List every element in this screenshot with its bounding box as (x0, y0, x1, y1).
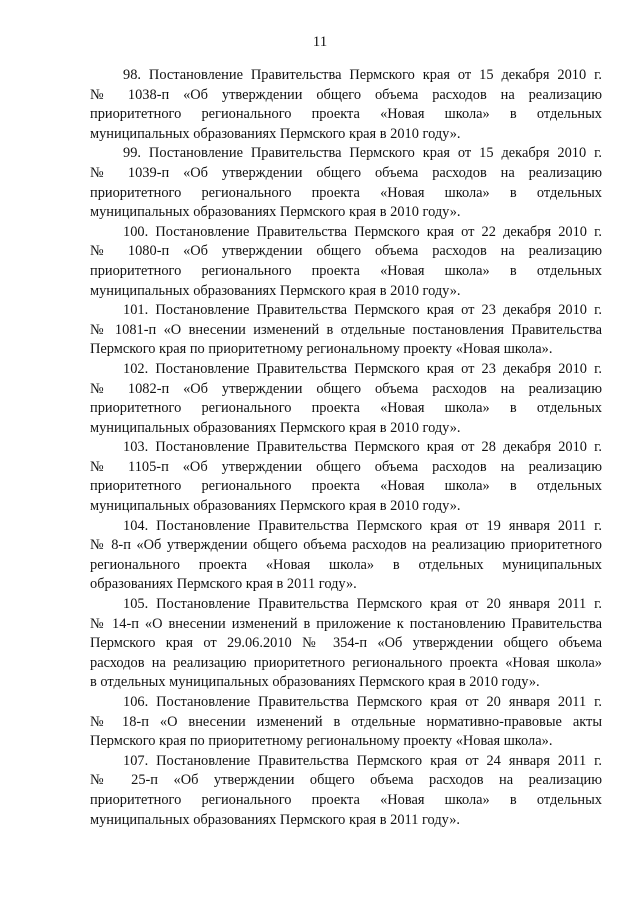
text-line: 100. Постановление Правительства Пермского края от 22 декабря 2010 г. (123, 223, 602, 240)
list-item (90, 693, 602, 752)
list-item (90, 517, 602, 595)
list-item (90, 438, 602, 516)
text-line: № 25-п «Об утверждении общего объема расходов на реализацию (90, 772, 602, 789)
text-line: № 8-п «Об утверждении общего объема расходов на реализацию приоритетного (90, 537, 602, 554)
text-line: 104. Постановление Правительства Пермского края от 19 января 2011 г. (123, 517, 602, 534)
text-line: № 1105-п «Об утверждении общего объема расходов на реализацию (90, 458, 602, 475)
text-line: Пермского края по приоритетному региональному проекту «Новая школа». (90, 733, 553, 750)
text-line: приоритетного регионального проекта «Новая школа» в отдельных (90, 791, 602, 808)
text-line: муниципальных образованиях Пермского края в 2010 году». (90, 498, 461, 515)
page-number: 11 (312, 34, 328, 50)
list-item (90, 301, 602, 360)
text-line: муниципальных образованиях Пермского края в 2010 году». (90, 419, 461, 436)
text-line: муниципальных образованиях Пермского края в 2010 году». (90, 204, 461, 221)
text-line: в отдельных муниципальных образованиях Пермского края в 2010 году». (90, 674, 540, 691)
text-line: 106. Постановление Правительства Пермского края от 20 января 2011 г. (123, 694, 602, 710)
text-line: 107. Постановление Правительства Пермского края от 24 января 2011 г. (123, 752, 602, 769)
text-line: 103. Постановление Правительства Пермского края от 28 декабря 2010 г. (123, 439, 602, 456)
list-item (90, 223, 602, 301)
text-line: № 1080-п «Об утверждении общего объема расходов на реализацию (90, 243, 602, 260)
text-line: муниципальных образованиях Пермского края в 2011 году». (90, 811, 460, 828)
text-line: расходов на реализацию приоритетного регионального проекта «Новая школа» (90, 654, 602, 671)
text-line: № 14-п «О внесении изменений в приложение к постановлению Правительства (90, 615, 602, 632)
text-line: муниципальных образованиях Пермского края в 2010 году». (90, 125, 461, 142)
text-line: регионального проекта «Новая школа» в отдельных муниципальных (90, 556, 602, 573)
text-line: № 1039-п «Об утверждении общего объема расходов на реализацию (90, 164, 602, 181)
list-item (90, 360, 602, 438)
text-line: приоритетного регионального проекта «Новая школа» в отдельных (90, 184, 602, 201)
text-line: № 18-п «О внесении изменений в отдельные нормативно-правовые акты (90, 713, 602, 730)
text-line: приоритетного регионального проекта «Новая школа» в отдельных (90, 262, 602, 279)
text-line: 98. Постановление Правительства Пермского края от 15 декабря 2010 г. (123, 67, 602, 83)
text-line: приоритетного регионального проекта «Новая школа» в отдельных (90, 478, 602, 495)
text-line: 105. Постановление Правительства Пермского края от 20 января 2011 г. (123, 596, 602, 613)
document-body (90, 66, 602, 830)
text-line: 101. Постановление Правительства Пермского края от 23 декабря 2010 г. (123, 302, 602, 319)
text-line: № 1038-п «Об утверждении общего объема расходов на реализацию (90, 86, 602, 103)
text-line: Пермского края от 29.06.2010 № 354-п «Об утверждении общего объема (90, 635, 602, 652)
text-line: приоритетного регионального проекта «Новая школа» в отдельных (90, 106, 602, 123)
text-line: № 1081-п «О внесении изменений в отдельные постановления Правительства (90, 321, 602, 338)
text-line: Пермского края по приоритетному региональному проекту «Новая школа». (90, 341, 553, 358)
text-line: муниципальных образованиях Пермского края в 2010 году». (90, 282, 461, 299)
text-line: приоритетного регионального проекта «Новая школа» в отдельных (90, 400, 602, 417)
list-item (90, 752, 602, 830)
text-line: № 1082-п «Об утверждении общего объема расходов на реализацию (90, 380, 602, 397)
text-line: 99. Постановление Правительства Пермского края от 15 декабря 2010 г. (123, 145, 602, 162)
text-line: 102. Постановление Правительства Пермского края от 23 декабря 2010 г. (123, 360, 602, 377)
list-item (90, 595, 602, 693)
list-item (90, 144, 602, 222)
text-line: образованиях Пермского края в 2011 году». (90, 576, 357, 593)
list-item (90, 66, 602, 144)
